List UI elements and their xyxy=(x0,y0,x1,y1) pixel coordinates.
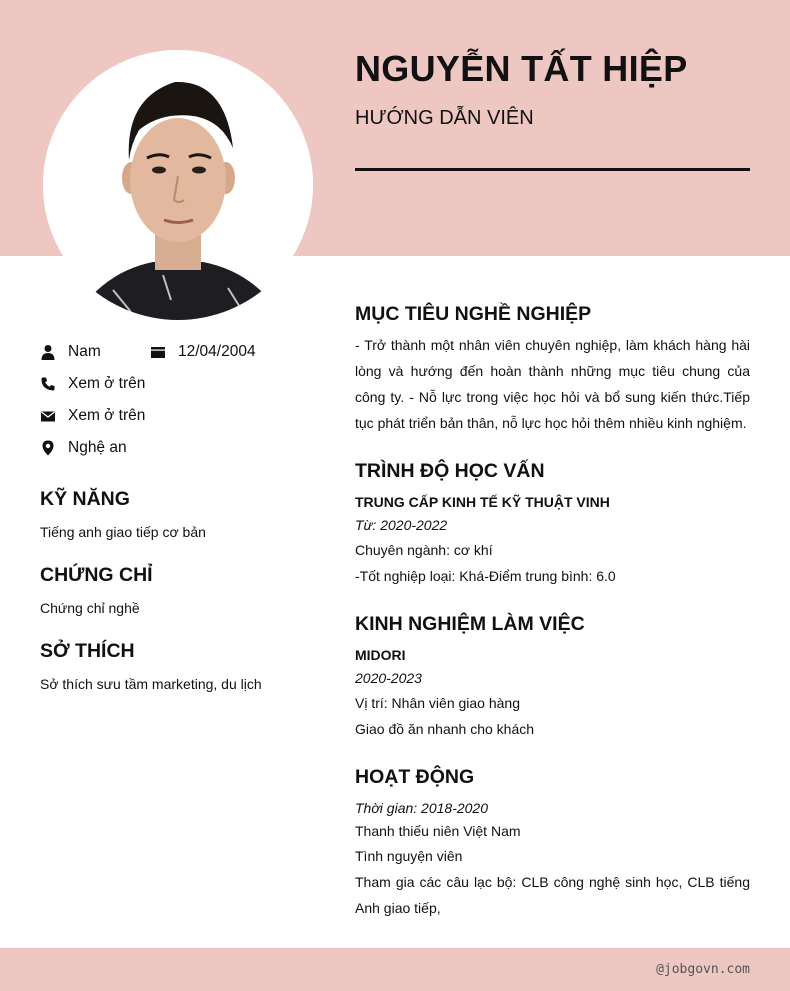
phone-value: Xem ở trên xyxy=(68,375,146,392)
experience-position: Vị trí: Nhân viên giao hàng xyxy=(355,695,520,711)
job-title: HƯỚNG DẪN VIÊN xyxy=(355,107,534,129)
activities-period: Thời gian: 2018-2020 xyxy=(355,800,488,816)
gender-value: Nam xyxy=(68,343,101,360)
footer-brand: @jobgovn.com xyxy=(656,962,750,977)
skills-heading: KỸ NĂNG xyxy=(40,488,130,510)
address-value: Nghệ an xyxy=(68,439,127,456)
address-row xyxy=(40,439,127,457)
birthdate-value: 12/04/2004 xyxy=(178,343,256,360)
activity-item: Thanh thiếu niên Việt Nam xyxy=(355,823,521,839)
phone-row xyxy=(40,375,145,393)
header-divider xyxy=(355,168,750,171)
certificates-heading: CHỨNG CHỈ xyxy=(40,564,153,586)
experience-company: MIDORI xyxy=(355,647,406,663)
birthdate-row xyxy=(150,343,256,361)
skills-text: Tiếng anh giao tiếp cơ bản xyxy=(40,524,206,540)
education-grade: -Tốt nghiệp loại: Khá-Điểm trung bình: 6.0 xyxy=(355,568,616,584)
education-major: Chuyên ngành: cơ khí xyxy=(355,542,493,558)
gender-row xyxy=(40,343,101,361)
mail-icon xyxy=(40,408,56,424)
phone-icon xyxy=(40,376,56,392)
candidate-name: NGUYỄN TẤT HIỆP xyxy=(355,48,688,89)
email-value: Xem ở trên xyxy=(68,407,146,424)
activity-item: Tham gia các câu lạc bộ: CLB công nghệ sinh học, CLB tiếng Anh giao tiếp, xyxy=(355,874,750,916)
person-icon xyxy=(40,344,56,360)
objective-text: - Trở thành một nhân viên chuyên nghiệp, làm khách hàng hài lòng và hướng đến hoàn thành những mục tiêu chung của công ty. - Nỗ lực trong việc học hỏi và bổ sung kiến thức.Tiếp tục phát triển bản thân, nỗ lực học hỏi thêm nhiều kinh nghiệm. xyxy=(355,337,750,431)
education-heading: TRÌNH ĐỘ HỌC VẤN xyxy=(355,460,545,482)
hobbies-text: Sở thích sưu tầm marketing, du lịch xyxy=(40,676,262,692)
objective-heading: MỤC TIÊU NGHỀ NGHIỆP xyxy=(355,303,592,325)
email-row xyxy=(40,407,145,425)
activity-item: Tình nguyện viên xyxy=(355,848,463,864)
education-school: TRUNG CẤP KINH TẾ KỸ THUẬT VINH xyxy=(355,494,610,510)
activities-heading: HOẠT ĐỘNG xyxy=(355,766,475,788)
profile-photo xyxy=(43,50,313,320)
experience-description: Giao đồ ăn nhanh cho khách xyxy=(355,721,535,737)
certificates-text: Chứng chỉ nghề xyxy=(40,600,140,616)
experience-heading: KINH NGHIỆM LÀM VIỆC xyxy=(355,613,585,635)
calendar-icon xyxy=(150,344,166,360)
experience-period: 2020-2023 xyxy=(355,670,422,686)
location-icon xyxy=(40,440,56,456)
education-period: Từ: 2020-2022 xyxy=(355,517,448,533)
hobbies-heading: SỞ THÍCH xyxy=(40,640,135,662)
